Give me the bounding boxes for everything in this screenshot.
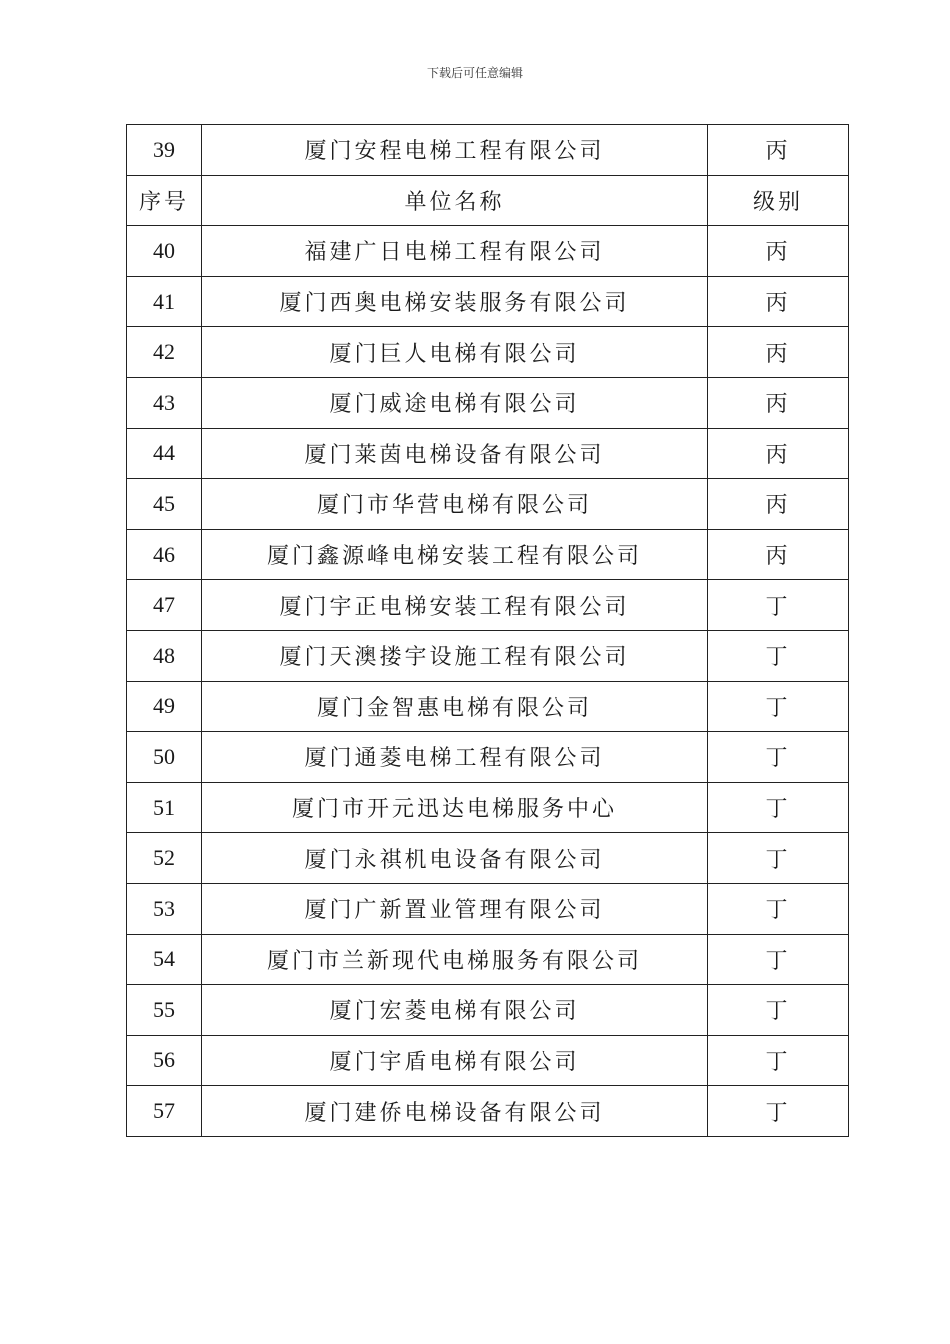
company-name: 厦门通菱电梯工程有限公司 xyxy=(202,732,708,783)
table-row xyxy=(127,630,849,681)
table-row xyxy=(127,479,849,530)
company-name: 厦门威途电梯有限公司 xyxy=(202,377,708,428)
row-number: 42 xyxy=(127,327,202,378)
page-header: 下载后可任意编辑 xyxy=(426,66,523,80)
grade: 丙 xyxy=(708,276,849,327)
row-number: 45 xyxy=(127,479,202,530)
row-number: 48 xyxy=(127,630,202,681)
row-number: 55 xyxy=(127,985,202,1036)
row-number: 57 xyxy=(127,1086,202,1137)
table-header-row xyxy=(127,175,849,226)
table-row xyxy=(127,883,849,934)
grade: 丙 xyxy=(708,377,849,428)
company-name: 厦门金智惠电梯有限公司 xyxy=(202,681,708,732)
grade: 丙 xyxy=(708,479,849,530)
table-row xyxy=(127,276,849,327)
company-name: 厦门市开元迅达电梯服务中心 xyxy=(202,782,708,833)
row-number: 54 xyxy=(127,934,202,985)
company-name: 福建广日电梯工程有限公司 xyxy=(202,226,708,277)
grade: 丁 xyxy=(708,1035,849,1086)
row-number: 39 xyxy=(127,125,202,176)
row-number: 49 xyxy=(127,681,202,732)
table-row xyxy=(127,125,849,176)
company-name: 厦门市华营电梯有限公司 xyxy=(202,479,708,530)
row-number: 46 xyxy=(127,529,202,580)
company-name: 厦门宏菱电梯有限公司 xyxy=(202,985,708,1036)
company-name: 厦门鑫源峰电梯安装工程有限公司 xyxy=(202,529,708,580)
table-row xyxy=(127,1086,849,1137)
table-row xyxy=(127,1035,849,1086)
row-number: 51 xyxy=(127,782,202,833)
row-number: 41 xyxy=(127,276,202,327)
row-number: 53 xyxy=(127,883,202,934)
table-row xyxy=(127,681,849,732)
grade: 丁 xyxy=(708,883,849,934)
grade: 丙 xyxy=(708,529,849,580)
grade: 丁 xyxy=(708,782,849,833)
row-number: 47 xyxy=(127,580,202,631)
grade: 丁 xyxy=(708,1086,849,1137)
company-name: 厦门西奥电梯安装服务有限公司 xyxy=(202,276,708,327)
table-row xyxy=(127,985,849,1036)
company-name: 厦门广新置业管理有限公司 xyxy=(202,883,708,934)
column-header-grade: 级别 xyxy=(708,175,849,226)
table-row xyxy=(127,833,849,884)
row-number: 44 xyxy=(127,428,202,479)
table-row xyxy=(127,529,849,580)
table-row xyxy=(127,226,849,277)
grade: 丁 xyxy=(708,580,849,631)
table-row xyxy=(127,782,849,833)
row-number: 56 xyxy=(127,1035,202,1086)
column-header-number: 序号 xyxy=(127,175,202,226)
company-name: 厦门市兰新现代电梯服务有限公司 xyxy=(202,934,708,985)
grade: 丙 xyxy=(708,428,849,479)
company-name: 厦门巨人电梯有限公司 xyxy=(202,327,708,378)
grade: 丁 xyxy=(708,985,849,1036)
grade: 丙 xyxy=(708,125,849,176)
grade: 丙 xyxy=(708,226,849,277)
table-row xyxy=(127,580,849,631)
table-row xyxy=(127,934,849,985)
row-number: 50 xyxy=(127,732,202,783)
company-name: 厦门安程电梯工程有限公司 xyxy=(202,125,708,176)
table-row xyxy=(127,327,849,378)
grade: 丁 xyxy=(708,833,849,884)
column-header-name: 单位名称 xyxy=(202,175,708,226)
table-row xyxy=(127,732,849,783)
grade: 丁 xyxy=(708,934,849,985)
grade: 丁 xyxy=(708,630,849,681)
table-row xyxy=(127,377,849,428)
company-name: 厦门莱茵电梯设备有限公司 xyxy=(202,428,708,479)
company-name: 厦门天澳搂宇设施工程有限公司 xyxy=(202,630,708,681)
grade: 丁 xyxy=(708,681,849,732)
row-number: 43 xyxy=(127,377,202,428)
company-name: 厦门永祺机电设备有限公司 xyxy=(202,833,708,884)
table-row xyxy=(127,428,849,479)
company-name: 厦门建侨电梯设备有限公司 xyxy=(202,1086,708,1137)
company-table xyxy=(126,124,849,1137)
row-number: 52 xyxy=(127,833,202,884)
company-name: 厦门宇盾电梯有限公司 xyxy=(202,1035,708,1086)
company-name: 厦门宇正电梯安装工程有限公司 xyxy=(202,580,708,631)
grade: 丙 xyxy=(708,327,849,378)
row-number: 40 xyxy=(127,226,202,277)
grade: 丁 xyxy=(708,732,849,783)
